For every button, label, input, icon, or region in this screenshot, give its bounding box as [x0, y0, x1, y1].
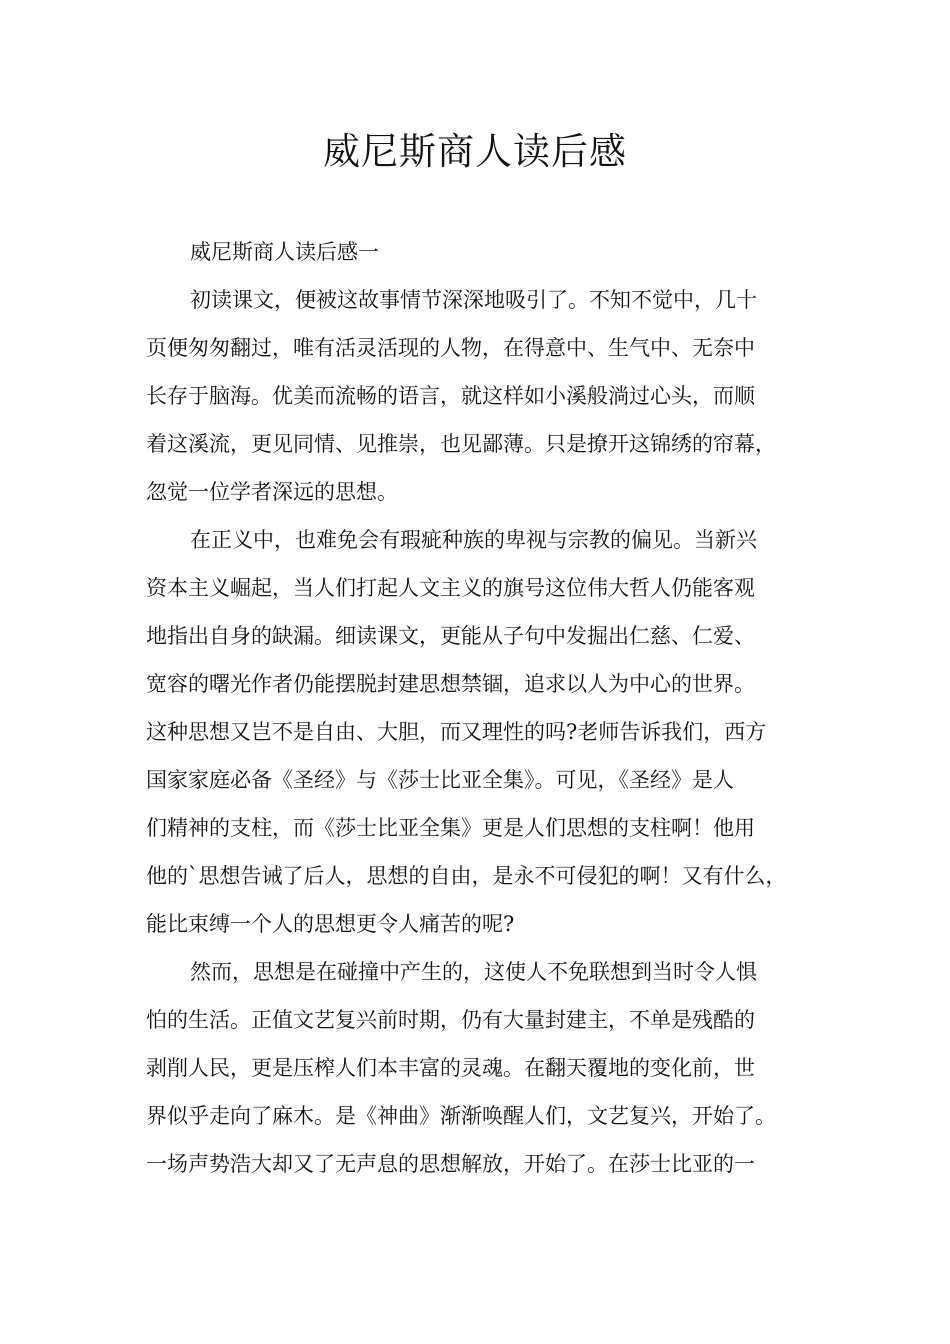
paragraph-line: 们精神的支柱，而《莎士比亚全集》更是人们思想的支柱啊！他用: [146, 816, 755, 840]
paragraph-line: 剥削人民，更是压榨人们本丰富的灵魂。在翻天覆地的变化前，世: [146, 1056, 755, 1080]
paragraph-line: 忽觉一位学者深远的思想。: [146, 480, 398, 504]
paragraph-line: 这种思想又岂不是自由、大胆，而又理性的吗?老师告诉我们，西方: [146, 720, 767, 744]
paragraph-line: 长存于脑海。优美而流畅的语言，就这样如小溪般淌过心头，而顺: [146, 384, 755, 408]
paragraph-1: [146, 276, 818, 516]
paragraph-line: 着这溪流，更见同情、见推崇，也见鄙薄。只是撩开这锦绣的帘幕，: [146, 432, 776, 456]
paragraph-line: 界似乎走向了麻木。是《神曲》渐渐唤醒人们，文艺复兴，开始了。: [146, 1104, 776, 1128]
paragraph-line: 在正义中，也难免会有瑕疵种族的卑视与宗教的偏见。当新兴: [190, 528, 757, 552]
paragraph-3: [146, 948, 818, 1188]
paragraph-line: 地指出自身的缺漏。细读课文，更能从子句中发掘出仁慈、仁爱、: [146, 624, 755, 648]
paragraph-line: 怕的生活。正值文艺复兴前时期，仍有大量封建主，不单是残酷的: [146, 1008, 755, 1032]
paragraph-line: 页便匆匆翻过，唯有活灵活现的人物，在得意中、生气中、无奈中: [146, 336, 755, 360]
paragraph-line: 能比束缚一个人的思想更令人痛苦的呢?: [146, 912, 515, 936]
paragraph-line: 然而，思想是在碰撞中产生的，这使人不免联想到当时令人惧: [190, 960, 757, 984]
section-subtitle: 威尼斯商人读后感一: [190, 240, 379, 264]
paragraph-line: 资本主义崛起，当人们打起人文主义的旗号这位伟大哲人仍能客观: [146, 576, 755, 600]
paragraph-line: 他的`思想告诫了后人，思想的自由，是永不可侵犯的啊！又有什么，: [146, 864, 787, 888]
paragraph-line: 一场声势浩大却又了无声息的思想解放，开始了。在莎士比亚的一: [146, 1152, 755, 1176]
document-body: [146, 228, 818, 1188]
paragraph-line: 宽容的曙光作者仍能摆脱封建思想禁锢，追求以人为中心的世界。: [146, 672, 755, 696]
paragraph-line: 初读课文，便被这故事情节深深地吸引了。不知不觉中，几十: [190, 288, 757, 312]
document-title: 威尼斯商人读后感: [323, 130, 627, 173]
paragraph-line: 国家家庭必备《圣经》与《莎士比亚全集》。可见，《圣经》是人: [146, 768, 734, 792]
paragraph-2: [146, 516, 818, 948]
